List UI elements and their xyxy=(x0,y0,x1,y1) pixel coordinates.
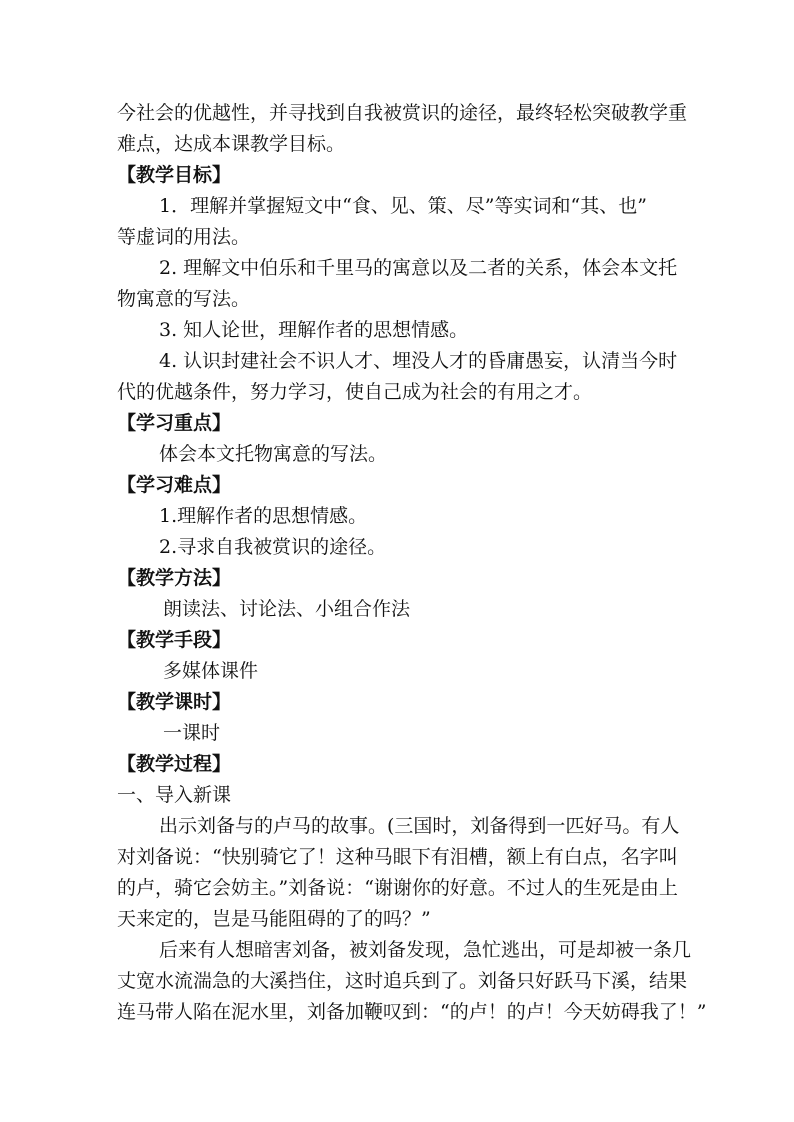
process-p1-line-1: 出示刘备与的卢马的故事。(三国时，刘备得到一匹好马。有人 xyxy=(159,815,680,837)
heading-class-hours: 【教学课时】 xyxy=(117,691,232,713)
objective-1-line-2: 等虚词的用法。 xyxy=(117,226,251,248)
objective-2-line-1: 2. 理解文中伯乐和千里马的寓意以及二者的关系，体会本文托 xyxy=(159,257,678,279)
section-1-title: 一、导入新课 xyxy=(117,784,232,806)
objective-1-line-1: 1．理解并掌握短文中“食、见、策、尽”等实词和“其、也” xyxy=(159,195,647,217)
heading-teaching-objectives: 【教学目标】 xyxy=(117,164,232,186)
process-p1-line-3: 的卢，骑它会妨主。”刘备说：“谢谢你的好意。不过人的生死是由上 xyxy=(117,877,678,899)
heading-difficulties: 【学习难点】 xyxy=(117,474,232,496)
heading-key-points: 【学习重点】 xyxy=(117,412,232,434)
teaching-methods-text: 朗读法、讨论法、小组合作法 xyxy=(163,598,411,620)
objective-4-line-1: 4. 认识封建社会不识人才、埋没人才的昏庸愚妄，认清当今时 xyxy=(159,350,678,372)
intro-line-1: 今社会的优越性，并寻找到自我被赏识的途径，最终轻松突破教学重 xyxy=(117,102,688,124)
class-hours-text: 一课时 xyxy=(163,722,221,744)
objective-3: 3. 知人论世，理解作者的思想情感。 xyxy=(159,319,469,341)
intro-line-2: 难点，达成本课教学目标。 xyxy=(117,133,346,155)
objective-4-line-2: 代的优越条件，努力学习，使自己成为社会的有用之才。 xyxy=(117,381,593,403)
process-p1-line-2: 对刘备说：“快别骑它了！这种马眼下有泪槽，额上有白点，名字叫 xyxy=(117,846,678,868)
process-p1-line-4: 天来定的，岂是马能阻碍的了的吗？” xyxy=(117,908,431,930)
difficulty-2: 2.寻求自我被赏识的途径。 xyxy=(159,536,387,558)
process-p2-line-3: 连马带人陷在泥水里，刘备加鞭叹到：“的卢！的卢！今天妨碍我了！” xyxy=(117,1001,707,1023)
process-p2-line-2: 丈宽水流湍急的大溪挡住，这时追兵到了。刘备只好跃马下溪，结果 xyxy=(117,970,688,992)
heading-teaching-process: 【教学过程】 xyxy=(117,753,232,775)
teaching-tools-text: 多媒体课件 xyxy=(163,660,259,682)
heading-teaching-methods: 【教学方法】 xyxy=(117,567,232,589)
difficulty-1: 1.理解作者的思想情感。 xyxy=(159,505,368,527)
objective-2-line-2: 物寓意的写法。 xyxy=(117,288,251,310)
process-p2-line-1: 后来有人想暗害刘备，被刘备发现，急忙逃出，可是却被一条几 xyxy=(159,939,692,961)
heading-teaching-tools: 【教学手段】 xyxy=(117,629,232,651)
key-points-text: 体会本文托物寓意的写法。 xyxy=(159,443,388,465)
